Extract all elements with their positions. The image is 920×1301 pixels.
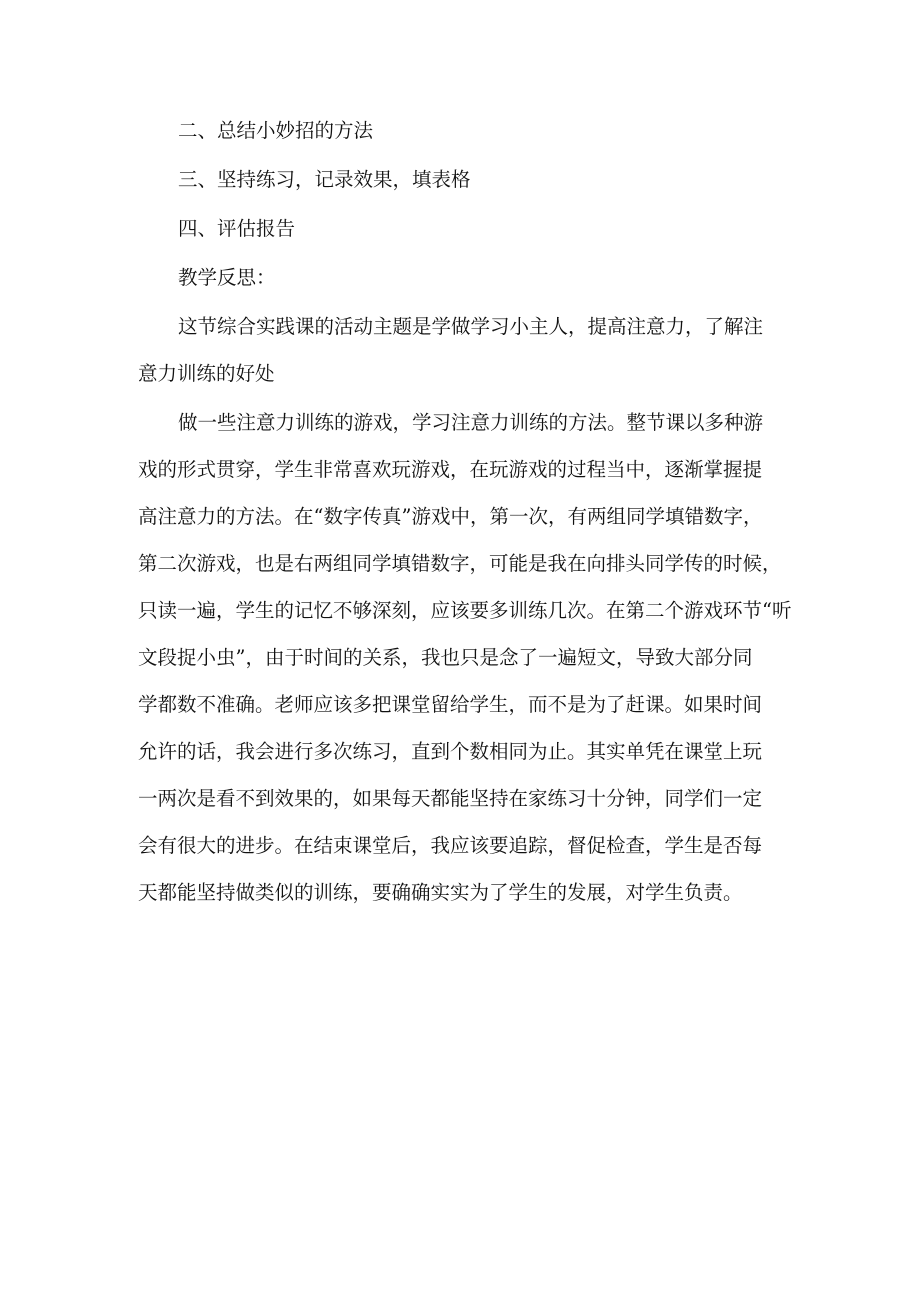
paragraph-2-line: 做一些注意力训练的游戏，学习注意力训练的方法。整节课以多种游 [178, 411, 764, 434]
paragraph-2-line: 允许的话，我会进行多次练习，直到个数相同为止。其实单凭在课堂上玩 [138, 740, 763, 763]
paragraph-2-line: 会有很大的进步。在结束课堂后，我应该要追踪，督促检查，学生是否每 [138, 834, 763, 857]
outline-item-4: 四、评估报告 [178, 217, 296, 240]
paragraph-1-line: 意力训练的好处 [138, 362, 275, 385]
paragraph-2-line: 学都数不准确。老师应该多把课堂留给学生，而不是为了赶课。如果时间 [138, 693, 763, 716]
outline-item-2: 二、总结小妙招的方法 [178, 119, 374, 142]
paragraph-2-line: 文段捉小虫”，由于时间的关系，我也只是念了一遍短文，导致大部分同 [138, 646, 753, 669]
outline-item-3: 三、坚持练习，记录效果，填表格 [178, 168, 471, 191]
paragraph-2-line: 高注意力的方法。在“数字传真”游戏中，第一次，有两组同学填错数字， [138, 505, 763, 528]
paragraph-2-line: 只读一遍，学生的记忆不够深刻，应该要多训练几次。在第二个游戏环节“听 [138, 599, 792, 622]
paragraph-1-line: 这节综合实践课的活动主题是学做学习小主人，提高注意力，了解注 [178, 315, 764, 338]
paragraph-2-line: 第二次游戏，也是右两组同学填错数字，可能是我在向排头同学传的时候， [138, 552, 782, 575]
paragraph-2-line: 戏的形式贯穿，学生非常喜欢玩游戏，在玩游戏的过程当中，逐渐掌握提 [138, 458, 763, 481]
paragraph-2-line: 天都能坚持做类似的训练，要确确实实为了学生的发展，对学生负责。 [138, 881, 743, 904]
reflection-heading: 教学反思： [178, 266, 276, 289]
paragraph-2-line: 一两次是看不到效果的，如果每天都能坚持在家练习十分钟，同学们一定 [138, 787, 763, 810]
